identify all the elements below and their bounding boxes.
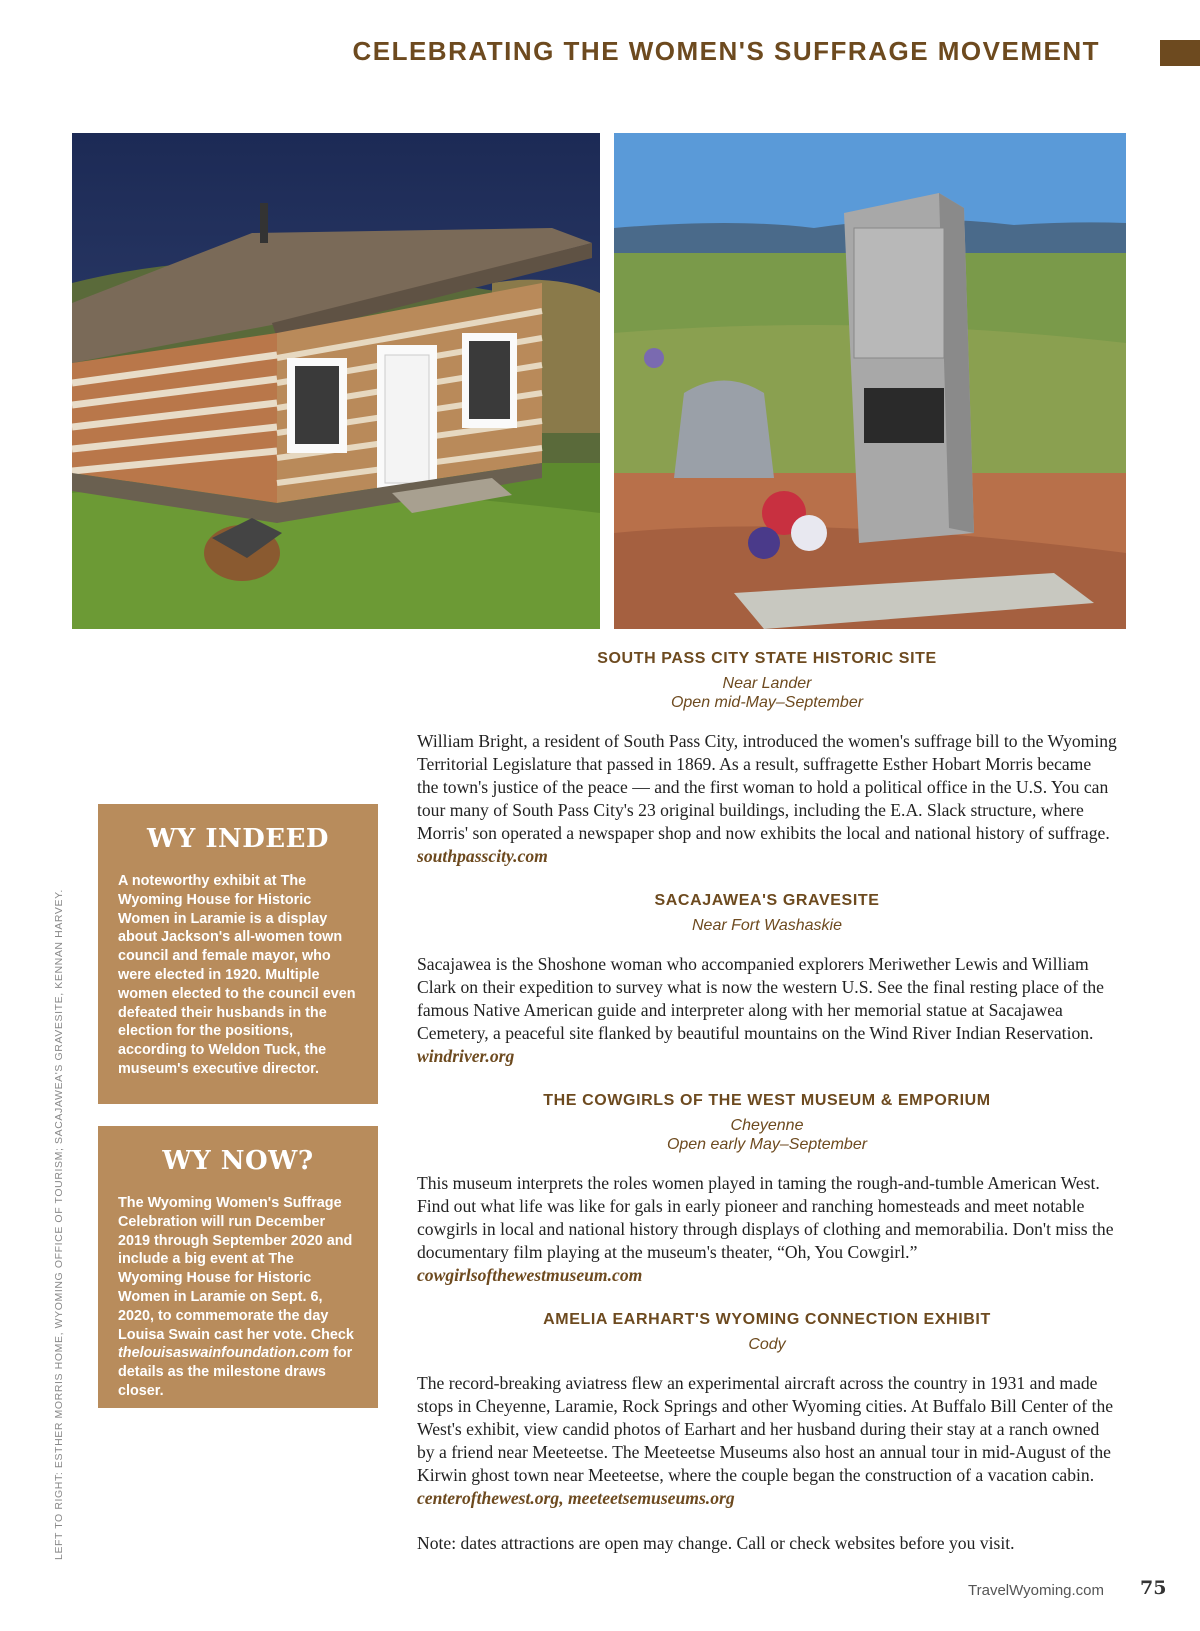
main-column [417,650,1117,1555]
entry-description-text: Sacajawea is the Shoshone woman who accompanied explorers Meriwether Lewis and William Clark on their expedition to survey what is now the western U.S. See the final resting place of the famous Native American guide and interpreter along with her memorial statue at Sacajawea Cemetery, a peaceful site flanked by beautiful mountains on the Wind River Indian Reservation. [417,954,1104,1043]
footer-site: TravelWyoming.com [968,1582,1105,1599]
wy-now-box [98,1126,378,1408]
entry-earhart [417,1311,1117,1510]
wy-indeed-body: A noteworthy exhibit at The Wyoming House for Historic Women in Laramie is a display about Jackson's all-women town council and female mayor, who were elected in 1920. Multiple women elected to the council even defeated their husbands in the election for the positions, according to Weldon Tuck, the museum's executive director. [118,873,356,1077]
sacajawea-gravesite-photo [614,133,1126,629]
entry-location: Cheyenne [730,1117,804,1134]
page-header [0,36,1200,76]
entry-description [417,730,1117,868]
wy-indeed-title: WY INDEED [147,824,329,854]
wy-now-body [118,1194,358,1401]
website-link[interactable]: cowgirlsofthewestmuseum.com [417,1265,643,1285]
entry-title: SOUTH PASS CITY STATE HISTORIC SITE [597,650,937,667]
entry-location: Near Fort Washaskie [692,917,842,934]
entry-meta [417,1335,1117,1354]
website-link[interactable]: windriver.org [417,1046,515,1066]
entry-title: THE COWGIRLS OF THE WEST MUSEUM & EMPORIUM [543,1092,991,1109]
entry-cowgirls [417,1092,1117,1287]
entry-description-text: William Bright, a resident of South Pass City, introduced the women's suffrage bill to the Wyoming Territorial Legislature that passed in 1869. As a result, suffragette Esther Hobart Morris became the town's justice of the peace — and the first woman to hold a political office in the U.S. You can tour many of South Pass City's 23 original buildings, including the E.A. Slack structure, where Morris' son operated a newspaper shop and now exhibits the local and national history of suffrage. [417,731,1117,843]
photo-credit: LEFT TO RIGHT: ESTHER MORRIS HOME, WYOMING OFFICE OF TOURISM; SACAJAWEA'S GRAVESITE, KENNAN HARVEY. [53,889,65,1560]
entry-title: AMELIA EARHART'S WYOMING CONNECTION EXHIBIT [543,1311,991,1328]
louisa-swain-foundation-link[interactable]: thelouisaswainfoundation.com [118,1345,330,1362]
entry-description [417,1372,1117,1510]
section-title: CELEBRATING THE WOMEN'S SUFFRAGE MOVEMENT [352,36,1100,66]
entry-south-pass [417,650,1117,868]
website-link[interactable]: southpasscity.com [417,846,548,866]
wy-indeed-box [98,804,378,1104]
visit-note: Note: dates attractions are open may change. Call or check websites before you visit. [417,1533,1015,1553]
entry-hours: Open mid-May–September [670,694,864,711]
entry-meta [417,916,1117,935]
entry-meta [417,674,1117,712]
entry-meta [417,1116,1117,1154]
wy-now-body-text: The Wyoming Women's Suffrage Celebration will run December 2019 through September 2020 and include a big event at The Wyoming House for Historic Women in Laramie on Sept. 6, 2020, to commemorate the day Louisa Swain cast her vote. Check [118,1195,354,1343]
website-link[interactable]: centerofthewest.org, meeteetsemuseums.org [417,1488,735,1508]
entry-title: SACAJAWEA'S GRAVESITE [654,892,880,909]
entry-description [417,1172,1117,1287]
entry-description-text: This museum interprets the roles women played in taming the rough-and-tumble American West. Find out what life was like for gals in early pioneer and ranching homesteads and meet notable cowgirls in local and national history through displays of clothing and memorabilia. Don't miss the documentary film playing at the museum's theater, “Oh, You Cowgirl.” [417,1173,1114,1262]
entry-hours: Open early May–September [666,1136,868,1153]
entry-sacajawea [417,892,1117,1068]
entry-description [417,953,1117,1068]
wy-now-body-text-end: for details as the milestone draws closer. [118,1345,353,1399]
page-number: 75 [1140,1577,1167,1599]
header-accent-bar [1160,40,1200,66]
entry-location: Near Lander [722,675,812,692]
entry-location: Cody [748,1336,786,1353]
entry-description-text: The record-breaking aviatress flew an experimental aircraft across the country in 1931 and made stops in Cheyenne, Laramie, Rock Springs and other Wyoming cities. At Buffalo Bill Center of the West's exhibit, view candid photos of Earhart and her husband during their stay at a ranch owned by a friend near Meeteetse. The Meeteetse Museums also host an annual tour in mid-August of the Kirwin ghost town near Meeteetse, where the couple began the construction of a vacation cabin. [417,1373,1114,1485]
wy-now-title: WY NOW? [162,1146,314,1176]
esther-morris-home-photo [72,133,600,629]
